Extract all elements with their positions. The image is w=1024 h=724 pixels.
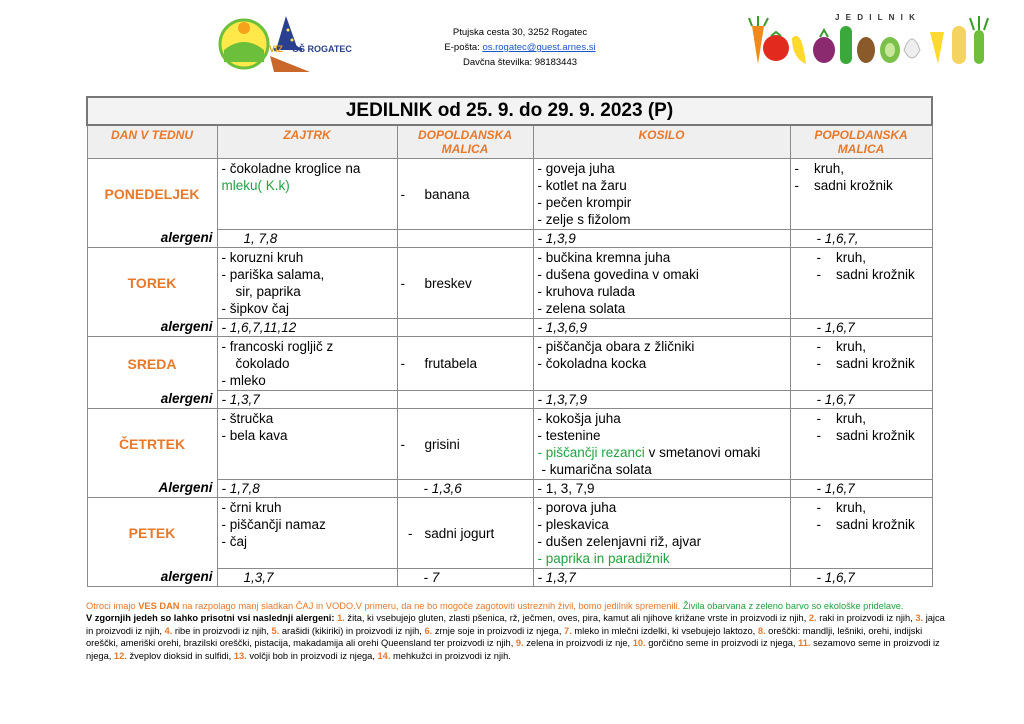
- allergen-number: 8.: [757, 625, 766, 636]
- food-item: sir, paprika: [235, 284, 301, 299]
- allergens-row: [87, 480, 932, 498]
- allergens-kosilo: - 1,3,9: [533, 230, 790, 248]
- food-item: - kumarična solata: [541, 462, 652, 477]
- day-name: TOREK: [87, 248, 217, 319]
- day-row-sreda: [87, 337, 932, 391]
- pop-malica-cell: [790, 248, 932, 319]
- allergens-kosilo: - 1,3,7: [533, 569, 790, 587]
- day-name: PETEK: [87, 498, 217, 569]
- allergens-row: [87, 230, 932, 248]
- food-item: - kotlet na žaru: [537, 178, 627, 193]
- day-row-cetrtek: [87, 409, 932, 480]
- allergen-number: 1.: [337, 613, 345, 624]
- allergen-number: 4.: [164, 625, 173, 636]
- food-item: - dušena govedina v omaki: [537, 267, 699, 282]
- food-item: - pariška salama,: [221, 267, 325, 282]
- allergens-malica: - 1,3,6: [397, 480, 533, 498]
- notes: [86, 600, 946, 662]
- allergen-text: mleko in mlečni izdelki, ki vsebujejo laktozo,: [571, 625, 758, 636]
- allergens-zajtrk: - 1,7,8: [217, 480, 397, 498]
- allergens-zajtrk: - 1,3,7: [217, 391, 397, 409]
- allergen-number: 10.: [632, 638, 646, 649]
- food-item: - čokoladna kocka: [537, 356, 647, 371]
- food-item: - koruzni kruh: [221, 250, 304, 265]
- allergen-text: gorčično seme in proizvodi iz njega,: [645, 638, 799, 649]
- allergen-number: 7.: [564, 625, 572, 636]
- vegetables-banner-icon: [740, 8, 1000, 70]
- day-row-ponedeljek: [87, 159, 932, 230]
- zajtrk-cell: [217, 498, 397, 569]
- food-item: banana: [424, 186, 470, 202]
- food-item: - testenine: [537, 428, 601, 443]
- allergens-row: [87, 391, 932, 409]
- allergen-text: raki in proizvodi iz njih,: [816, 613, 916, 624]
- food-item: - čokoladne kroglice na: [221, 161, 361, 176]
- email-label: E-pošta:: [444, 42, 480, 53]
- food-item: breskev: [424, 275, 472, 291]
- svg-text:J E D I L N I K: J E D I L N I K: [835, 13, 917, 22]
- allergens-malica: - 7: [397, 569, 533, 587]
- food-item: - piščančja obara z žličniki: [537, 339, 695, 354]
- food-item: frutabela: [424, 356, 478, 371]
- allergens-pop: - 1,6,7: [790, 480, 932, 498]
- col-day: DAN V TEDNU: [87, 125, 217, 159]
- allergens-row: [87, 569, 932, 587]
- allergens-pop: - 1,6,7: [790, 391, 932, 409]
- food-item: - kruh,: [794, 161, 845, 176]
- menu-title: JEDILNIK od 25. 9. do 29. 9. 2023 (P): [87, 97, 932, 125]
- food-item: - črni kruh: [221, 500, 282, 515]
- day-row-petek: [87, 498, 932, 569]
- note-tea-water: Otroci imajo VES DAN na razpolago manj sladkan ČAJ in VODO.V primeru, da ne bo mogoče zagotoviti ustreznih živil, bomo jedilnik spremenili. Živila obarvana z zeleno barvo so ekološke pridelave.: [86, 601, 904, 611]
- column-headers: [87, 125, 932, 159]
- food-item: - kruh,: [816, 500, 867, 515]
- allergens-zajtrk: - 1,6,7,11,12: [217, 319, 397, 337]
- day-row-torek: [87, 248, 932, 319]
- address-line: Ptujska cesta 30, 3252 Rogatec: [452, 27, 588, 38]
- allergen-number: 3.: [915, 613, 924, 624]
- menu-table: [86, 96, 933, 587]
- food-item: - bela kava: [221, 428, 288, 443]
- email-line: [425, 40, 615, 55]
- food-item: - šipkov čaj: [221, 301, 290, 316]
- allergen-number: 5.: [271, 625, 280, 636]
- day-name: PONEDELJEK: [87, 159, 217, 230]
- food-item: grisini: [424, 436, 460, 452]
- food-item: - sadni krožnik: [816, 356, 915, 371]
- allergens-malica: [397, 319, 533, 337]
- col-popoldanska-malica: POPOLDANSKA MALICA: [790, 125, 932, 159]
- pop-malica-cell: [790, 409, 932, 480]
- col-dopoldanska-malica: DOPOLDANSKA MALICA: [397, 125, 533, 159]
- food-item: čokolado: [235, 356, 290, 371]
- allergen-number: 2.: [808, 613, 817, 624]
- allergens-zajtrk: 1, 7,8: [217, 230, 397, 248]
- food-item: - bučkina kremna juha: [537, 250, 671, 265]
- malica-cell: - banana: [397, 159, 533, 230]
- allergen-number: 13.: [233, 650, 247, 661]
- food-item: - pečen krompir: [537, 195, 632, 210]
- food-item-eco: mleku( K.k): [221, 178, 290, 193]
- allergen-number: 12.: [113, 650, 127, 661]
- allergen-number: 9.: [515, 638, 524, 649]
- zajtrk-cell: [217, 337, 397, 391]
- allergen-number: 14.: [377, 650, 391, 661]
- food-item: - sadni krožnik: [816, 428, 915, 443]
- allergen-text: volčji bob in proizvodi iz njega,: [246, 650, 378, 661]
- malica-cell: - frutabela: [397, 337, 533, 391]
- allergen-text: žveplov dioksid in sulfidi,: [126, 650, 234, 661]
- food-item: - kruhova rulada: [537, 284, 636, 299]
- allergen-text: arašidi (kikiriki) in proizvodi iz njih,: [279, 625, 425, 636]
- food-item: - goveja juha: [537, 161, 615, 176]
- food-item-eco: - piščančji rezanci: [537, 445, 645, 460]
- food-item: - čaj: [221, 534, 248, 549]
- food-item: - mleko: [221, 373, 266, 388]
- zajtrk-cell: [217, 409, 397, 480]
- food-item: - francoski rogljič z: [221, 339, 334, 354]
- food-item: sadni jogurt: [424, 525, 495, 541]
- allergen-legend: V zgornjih jedeh so lahko prisotni vsi naslednji alergeni: 1. žita, ki vsebujejo gluten, zlasti pšenica, rž, ječmen, oves, pira, kamut ali njihove križane vrste in proizvodi iz njih, 2. raki in proizvodi iz njih, 3. jajca in proizvodi iz njih, 4. ribe in proizvodi iz njih, 5. arašidi (kikiriki) in proizvodi iz njih, 6. zrnje soje in proizvodi iz njega, 7. mleko in mlečni izdelki, ki vsebujejo laktozo, 8. oreščki: mandlji, lešniki, orehi, indijski oreščki, ameriški orehi, brazilski oreščki, pistacija, makadamija ali orehi Queensland ter proizvodi iz njih, 9. zelena in proizvodi iz nje, 10. gorčično seme in proizvodi iz njega, 11. sezamovo seme in proizvodi iz njega, 12. žveplov dioksid in sulfidi, 13. volčji bob in proizvodi iz njega, 14. mehkužci in proizvodi iz njih.: [86, 613, 945, 661]
- food-item: - pleskavica: [537, 517, 609, 532]
- kosilo-cell: [533, 409, 790, 480]
- malica-cell: - sadni jogurt: [397, 498, 533, 569]
- malica-cell: - breskev: [397, 248, 533, 319]
- allergen-number: 11.: [798, 638, 811, 649]
- allergens-label: alergeni: [87, 230, 217, 248]
- allergens-pop: - 1,6,7: [790, 319, 932, 337]
- allergens-label: Alergeni: [87, 480, 217, 498]
- allergens-label: alergeni: [87, 319, 217, 337]
- allergen-number: 6.: [424, 625, 433, 636]
- allergens-label: alergeni: [87, 391, 217, 409]
- food-item: - piščančji namaz: [221, 517, 326, 532]
- kosilo-cell: [533, 248, 790, 319]
- pop-malica-cell: [790, 159, 932, 230]
- col-kosilo: KOSILO: [533, 125, 790, 159]
- food-item: - sadni krožnik: [816, 267, 915, 282]
- allergen-text: zrnje soje in proizvodi iz njega,: [432, 625, 565, 636]
- food-item: - kokošja juha: [537, 411, 621, 426]
- allergen-text: sezamovo seme in proizvodi iz njega,: [86, 638, 940, 661]
- kosilo-cell: [533, 498, 790, 569]
- allergen-text: zelena in proizvodi iz nje,: [523, 638, 633, 649]
- food-item: - porova juha: [537, 500, 617, 515]
- food-item: - zelena solata: [537, 301, 626, 316]
- food-item: - dušen zelenjavni riž, ajvar: [537, 534, 702, 549]
- pop-malica-cell: [790, 498, 932, 569]
- food-item: - kruh,: [816, 250, 867, 265]
- kosilo-cell: [533, 337, 790, 391]
- school-address: [425, 25, 615, 70]
- school-logo: [218, 14, 363, 76]
- allergen-text: mehkužci in proizvodi iz njih.: [390, 650, 511, 661]
- email-link[interactable]: os.rogatec@guest.arnes.si: [482, 42, 596, 53]
- malica-cell: - grisini: [397, 409, 533, 480]
- food-item: - štručka: [221, 411, 274, 426]
- allergens-malica: [397, 230, 533, 248]
- allergen-text: oreščki: mandlji, lešniki, orehi, indijski oreščki, ameriški orehi, brazilski oreščki, pistacija, makadamija ali orehi Queensland ter proizvodi iz njih,: [86, 625, 923, 649]
- day-name: ČETRTEK: [87, 409, 217, 480]
- food-item: - piščančji rezanci v smetanovi omaki: [537, 445, 761, 460]
- allergens-malica: [397, 391, 533, 409]
- zajtrk-cell: [217, 159, 397, 230]
- pop-malica-cell: [790, 337, 932, 391]
- allergens-kosilo: - 1,3,7,9: [533, 391, 790, 409]
- food-item: - kruh,: [816, 411, 867, 426]
- allergens-pop: - 1,6,7,: [790, 230, 932, 248]
- food-item: - zelje s fižolom: [537, 212, 631, 227]
- vat-line: Davčna številka: 98183443: [462, 57, 578, 68]
- allergen-text: jajca in proizvodi iz njih,: [86, 613, 945, 636]
- col-zajtrk: ZAJTRK: [217, 125, 397, 159]
- kosilo-cell: [533, 159, 790, 230]
- allergens-label: alergeni: [87, 569, 217, 587]
- food-item: - sadni krožnik: [816, 517, 915, 532]
- allergen-text: ribe in proizvodi iz njih,: [172, 625, 272, 636]
- food-item-eco: - paprika in paradižnik: [537, 551, 670, 566]
- day-name: SREDA: [87, 337, 217, 391]
- allergens-row: [87, 319, 932, 337]
- food-item: - kruh,: [816, 339, 867, 354]
- svg-text:VIZ: VIZ: [269, 44, 284, 54]
- allergen-text: žita, ki vsebujejo gluten, zlasti pšenica, rž, ječmen, oves, pira, kamut ali njihove križane vrste in proizvodi iz njih,: [344, 613, 809, 624]
- allergens-zajtrk: 1,3,7: [217, 569, 397, 587]
- zajtrk-cell: [217, 248, 397, 319]
- allergens-pop: - 1,6,7: [790, 569, 932, 587]
- allergens-kosilo: - 1,3,6,9: [533, 319, 790, 337]
- allergens-kosilo: - 1, 3, 7,9: [533, 480, 790, 498]
- svg-text:OŠ ROGATEC: OŠ ROGATEC: [292, 44, 352, 54]
- food-item: - sadni krožnik: [794, 178, 893, 193]
